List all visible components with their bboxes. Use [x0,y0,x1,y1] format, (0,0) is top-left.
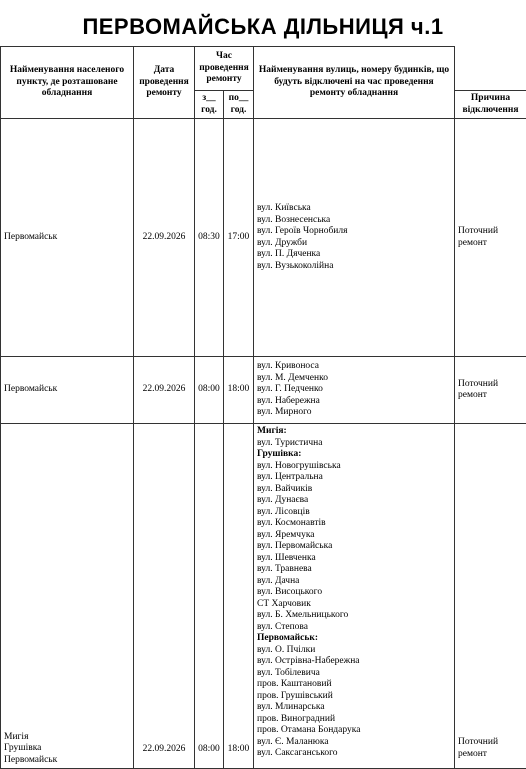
street-name: вул. Вознесенська [257,215,452,227]
cell-time-to: 17:00 [224,119,254,357]
street-name: вул. Космонавтів [257,518,452,530]
street-name: вул. Травнева [257,564,452,576]
cell-streets [254,424,455,769]
street-name: вул. М. Демченко [257,373,452,385]
cell-time-from: 08:00 [195,357,224,424]
street-name: вул. Героїв Чорнобиля [257,226,452,238]
street-name: вул. Г. Педченко [257,384,452,396]
header-time-to: по__ год. [224,91,254,119]
cell-date: 22.09.2026 [134,424,195,769]
header-time-from: з__ год. [195,91,224,119]
table-row [1,119,526,357]
street-name: пров. Виноградний [257,714,452,726]
locality-heading: Первомайськ: [257,633,452,645]
settlement-name: Мигія [4,732,131,744]
cell-time-from: 08:30 [195,119,224,357]
street-name: пров. Грушівський [257,691,452,703]
cell-reason: Поточний ремонт [455,424,526,769]
cell-settlement [1,424,134,769]
cell-time-from: 08:00 [195,424,224,769]
street-name: вул. Дружби [257,238,452,250]
street-name: вул. Дачна [257,576,452,588]
cell-time-to: 18:00 [224,357,254,424]
cell-date: 22.09.2026 [134,357,195,424]
street-name: вул. Набережна [257,396,452,408]
cell-streets [254,357,455,424]
street-name: вул. Київська [257,203,452,215]
street-name: вул. Кривоноса [257,361,452,373]
locality-heading: Грушівка: [257,449,452,461]
cell-reason: Поточний ремонт [455,119,526,357]
street-name: вул. Центральна [257,472,452,484]
header-time: Час проведення ремонту [195,47,254,91]
street-name: вул. Шевченка [257,553,452,565]
street-name: вул. Є. Маланюка [257,737,452,749]
street-name: вул. Туристична [257,438,452,450]
header-blank [455,47,526,91]
street-name: пров. Каштановий [257,679,452,691]
cell-streets [254,119,455,357]
street-name: вул. Тобілевича [257,668,452,680]
street-name: вул. Вайчиків [257,484,452,496]
header-settlement: Найменування населеного пункту, де розташоване обладнання [1,47,134,119]
street-name: вул. Дунаєва [257,495,452,507]
street-name: СТ Харчовик [257,599,452,611]
street-name: пров. Отамана Бондарука [257,725,452,737]
cell-time-to: 18:00 [224,424,254,769]
street-name: вул. П. Дяченка [257,249,452,261]
street-name: вул. Лісовців [257,507,452,519]
street-name: вул. Млинарська [257,702,452,714]
locality-heading: Мигія: [257,426,452,438]
street-name: вул. Яремчука [257,530,452,542]
cell-reason: Поточний ремонт [455,357,526,424]
street-name: вул. Острівна-Набережна [257,656,452,668]
street-name: вул. Первомайська [257,541,452,553]
street-name: вул. Висоцького [257,587,452,599]
page-title: ПЕРВОМАЙСЬКА ДІЛЬНИЦЯ ч.1 [0,14,526,40]
street-name: вул. Новогрушівська [257,461,452,473]
settlement-name: Первомайськ [4,755,131,767]
street-name: вул. Б. Хмельницького [257,610,452,622]
street-name: вул. Мирного [257,407,452,419]
table-row [1,424,526,769]
table-row [1,357,526,424]
street-name: вул. Степова [257,622,452,634]
outage-schedule-table [0,46,526,769]
header-reason: Причина відключення [455,91,526,119]
settlement-name: Первомайськ [4,384,131,396]
header-streets: Найменування вулиць, номеру будинків, що будуть відключені на час проведення ремонту обладнання [254,47,455,119]
table-body [1,119,526,769]
cell-date: 22.09.2026 [134,119,195,357]
cell-settlement [1,357,134,424]
cell-settlement [1,119,134,357]
street-name: вул. О. Пчілки [257,645,452,657]
settlement-name: Грушівка [4,743,131,755]
street-name: вул. Саксаганського [257,748,452,760]
header-date: Дата проведення ремонту [134,47,195,119]
settlement-name: Первомайськ [4,232,131,244]
street-name: вул. Вузькоколійна [257,261,452,273]
